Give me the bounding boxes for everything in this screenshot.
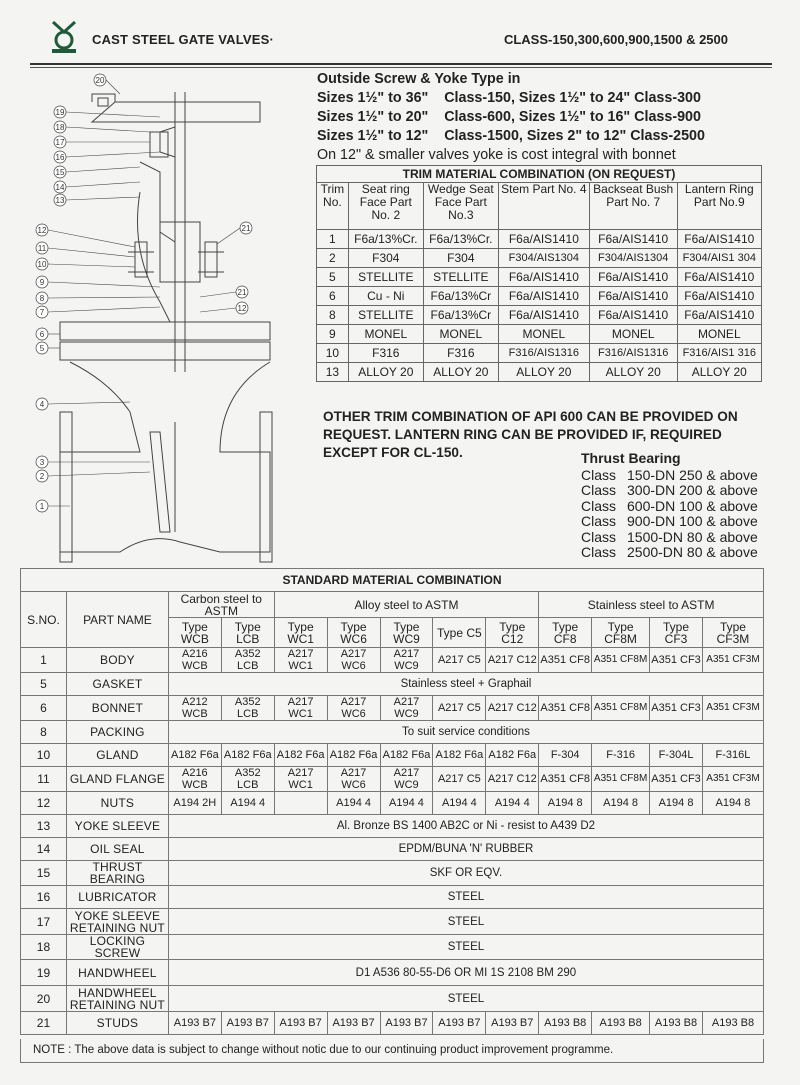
thrust-row [581,514,758,530]
trim-cell: ALLOY 20 [348,363,423,382]
row-material-span: STEEL [168,986,763,1012]
row-material-span: STEEL [168,909,763,935]
material-type-header: Type LCB [221,618,274,648]
trim-cell: 6 [317,287,349,306]
thrust-row [581,483,758,499]
row-part-name: STUDS [66,1012,168,1035]
row-sno: 8 [21,721,67,744]
row-material-cell: A351 CF3 [650,767,703,792]
row-material-cell: A217 WC6 [327,696,380,721]
row-material-cell: A352 LCB [221,767,274,792]
row-part-name: HANDWHEEL [66,960,168,986]
thrust-class-label: Class [581,466,617,483]
thrust-bearing-info [581,451,758,561]
row-sno: 5 [21,673,67,696]
trim-row [317,287,762,306]
material-row [21,935,764,960]
callout-19: 19 [55,108,65,117]
row-sno: 10 [21,744,67,767]
thrust-class-value: 300-DN 200 & above [627,482,758,498]
row-material-cell: F-304 [539,744,592,767]
row-material-cell: A194 4 [327,792,380,815]
trim-cell: F6a/AIS1410 [589,230,677,249]
thrust-row [581,530,758,546]
trim-cell: ALLOY 20 [498,363,589,382]
trim-row [317,325,762,344]
trim-cell: F6a/AIS1410 [589,268,677,287]
row-part-name: BODY [66,648,168,673]
material-type-header: Type CF3M [702,618,763,648]
thrust-row [581,545,758,561]
trim-cell: 8 [317,306,349,325]
row-material-span: Stainless steel + Graphail [168,673,763,696]
row-material-cell: A194 4 [486,792,539,815]
material-type-header: Type WCB [168,618,221,648]
footer-note: NOTE : The above data is subject to change without notic due to our continuing product improvement programme. [20,1039,764,1063]
material-row [21,673,764,696]
trim-cell: ALLOY 20 [423,363,498,382]
trim-header: Lantern Ring Part No.9 [677,183,761,230]
row-part-name: YOKE SLEEVE RETAINING NUT [66,909,168,935]
thrust-class-value: 1500-DN 80 & above [627,528,758,545]
trim-header: Backseat Bush Part No. 7 [589,183,677,230]
row-material-cell: A182 F6a [274,744,327,767]
material-row [21,792,764,815]
row-part-name: LUBRICATOR [66,886,168,909]
row-material-span: STEEL [168,886,763,909]
row-material-cell: A193 B7 [486,1012,539,1035]
trim-row [317,268,762,287]
row-part-name: YOKE SLEEVE [66,815,168,838]
callout-5: 5 [39,344,45,353]
thrust-row [581,499,758,515]
row-material-span: Al. Bronze BS 1400 AB2C or Ni - resist to A439 D2 [168,815,763,838]
trim-cell: MONEL [423,325,498,344]
row-sno: 11 [21,767,67,792]
row-part-name: BONNET [66,696,168,721]
row-material-cell: A351 CF3M [702,696,763,721]
trim-cell: 9 [317,325,349,344]
row-part-name: GASKET [66,673,168,696]
row-material-cell: A193 B8 [702,1012,763,1035]
row-sno: 1 [21,648,67,673]
row-material-cell: A194 8 [650,792,703,815]
trim-cell: F304 [423,249,498,268]
row-material-cell: A351 CF3M [702,767,763,792]
trim-cell: 13 [317,363,349,382]
thrust-class-label: Class [581,513,617,529]
row-material-cell: A217 WC9 [380,648,433,673]
trim-cell: F6a/13%Cr. [423,230,498,249]
trim-cell: F316/AIS1316 [498,344,589,363]
row-material-cell: A217 WC1 [274,648,327,673]
row-material-cell: A193 B7 [327,1012,380,1035]
group-header-carbon: Carbon steel to ASTM [168,592,274,618]
row-material-cell: A351 CF8M [592,648,650,673]
thrust-class-label: Class [581,497,617,514]
row-material-cell: A351 CF3 [650,648,703,673]
material-type-header: Type CF8 [539,618,592,648]
callout-15: 15 [55,168,65,177]
callout-21b: 21 [237,288,247,297]
row-material-cell: A352 LCB [221,696,274,721]
row-material-cell: A351 CF8 [539,696,592,721]
row-material-cell: A193 B7 [433,1012,486,1035]
row-material-cell: A193 B8 [650,1012,703,1035]
row-material-span: To suit service conditions [168,721,763,744]
trim-cell: 5 [317,268,349,287]
row-material-cell: A194 2H [168,792,221,815]
trim-cell: F304/AIS1 304 [677,249,761,268]
trim-cell: STELLITE [348,306,423,325]
row-sno: 13 [21,815,67,838]
trim-cell: F6a/AIS1410 [589,287,677,306]
callout-10: 10 [37,260,47,269]
row-sno: 20 [21,986,67,1012]
row-material-cell: A182 F6a [327,744,380,767]
intro-line: Sizes 1½" to 36" Class-150, Sizes 1½" to 24" Class-300 [317,90,701,106]
row-part-name: GLAND FLANGE [66,767,168,792]
material-type-header: Type C5 [433,618,486,648]
header-rule [30,63,772,65]
material-row [21,909,764,935]
trim-row [317,344,762,363]
row-sno: 6 [21,696,67,721]
row-material-cell: A217 WC6 [327,767,380,792]
trim-cell: 1 [317,230,349,249]
row-material-cell: A217 WC6 [327,648,380,673]
material-row [21,815,764,838]
thrust-row [581,468,758,484]
callout-8: 8 [39,294,45,303]
row-sno: 17 [21,909,67,935]
trim-cell: F316 [423,344,498,363]
trim-cell: F6a/13%Cr. [348,230,423,249]
trim-cell: F6a/AIS1410 [677,287,761,306]
group-header-alloy: Alloy steel to ASTM [274,592,539,618]
row-material-cell: A194 4 [380,792,433,815]
row-part-name: PACKING [66,721,168,744]
row-material-cell: A352 LCB [221,648,274,673]
row-material-cell: A193 B8 [539,1012,592,1035]
callout-6: 6 [39,330,45,339]
trim-cell: F6a/AIS1410 [677,230,761,249]
row-material-cell: A193 B7 [380,1012,433,1035]
trim-cell: F6a/AIS1410 [498,306,589,325]
callout-14: 14 [55,183,65,192]
material-type-header: Type WC9 [380,618,433,648]
trim-header: Wedge Seat Face Part No.3 [423,183,498,230]
row-material-span: EPDM/BUNA 'N' RUBBER [168,838,763,861]
material-row [21,648,764,673]
material-row [21,960,764,986]
sno-header: S.NO. [21,592,67,648]
row-material-cell: A217 WC9 [380,767,433,792]
standard-rows [21,648,764,1035]
callout-17: 17 [55,138,65,147]
row-material-cell: A216 WCB [168,648,221,673]
row-material-cell: A193 B7 [221,1012,274,1035]
row-material-cell: F-304L [650,744,703,767]
trim-header: Seat ring Face Part No. 2 [348,183,423,230]
row-sno: 16 [21,886,67,909]
trim-cell: ALLOY 20 [589,363,677,382]
row-material-cell: A212 WCB [168,696,221,721]
row-material-cell: F-316L [702,744,763,767]
row-sno: 19 [21,960,67,986]
thrust-class-label: Class [581,482,617,498]
material-type-header: Type C12 [486,618,539,648]
header-rule-thin [30,67,772,68]
trim-cell: F6a/AIS1410 [677,306,761,325]
row-material-cell: A351 CF8M [592,696,650,721]
trim-cell: F6a/AIS1410 [498,287,589,306]
material-row [21,838,764,861]
callout-7: 7 [39,308,45,317]
row-material-cell: A193 B7 [274,1012,327,1035]
trim-row [317,363,762,382]
page-header [0,0,800,62]
row-part-name: THRUST BEARING [66,861,168,886]
trim-cell: F316/AIS1 316 [677,344,761,363]
trim-cell: 10 [317,344,349,363]
thrust-class-value: 2500-DN 80 & above [627,544,758,560]
callout-20: 20 [95,76,105,85]
trim-cell: MONEL [677,325,761,344]
trim-row [317,249,762,268]
thrust-title: Thrust Bearing [581,450,681,466]
row-material-cell: A217 WC9 [380,696,433,721]
row-sno: 21 [21,1012,67,1035]
callout-4: 4 [39,400,45,409]
row-part-name: NUTS [66,792,168,815]
gate-valve-drawing [20,72,320,572]
material-row [21,986,764,1012]
trim-cell: F304/AIS1304 [498,249,589,268]
row-material-cell: A217 C12 [486,648,539,673]
company-logo-icon [50,20,78,54]
material-type-header: Type WC1 [274,618,327,648]
row-sno: 14 [21,838,67,861]
row-material-cell [274,792,327,815]
row-material-cell: A351 CF3M [702,648,763,673]
trim-cell: MONEL [589,325,677,344]
row-material-cell: A351 CF8 [539,767,592,792]
callout-2: 2 [39,472,45,481]
row-sno: 18 [21,935,67,960]
row-material-cell: A182 F6a [168,744,221,767]
thrust-class-value: 150-DN 250 & above [627,466,758,483]
row-material-cell: A351 CF8 [539,648,592,673]
callout-1: 1 [39,502,45,511]
trim-cell: F6a/13%Cr [423,306,498,325]
trim-cell: STELLITE [423,268,498,287]
trim-cell: ALLOY 20 [677,363,761,382]
thrust-class-value: 900-DN 100 & above [627,513,758,529]
intro-line: Outside Screw & Yoke Type in [317,71,521,87]
trim-row [317,306,762,325]
trim-cell: Cu - Ni [348,287,423,306]
standard-table-caption: STANDARD MATERIAL COMBINATION [21,569,764,592]
thrust-class-value: 600-DN 100 & above [627,497,758,514]
row-material-cell: A182 F6a [221,744,274,767]
part-name-header: PART NAME [66,592,168,648]
row-material-cell: A217 WC1 [274,696,327,721]
trim-cell: F316 [348,344,423,363]
material-type-header: Type CF8M [592,618,650,648]
row-material-cell: A217 C5 [433,696,486,721]
callout-13: 13 [55,196,65,205]
callout-11: 11 [37,244,47,253]
trim-cell: F6a/13%Cr [423,287,498,306]
trim-cell: F6a/AIS1410 [498,268,589,287]
trim-cell: STELLITE [348,268,423,287]
row-part-name: GLAND [66,744,168,767]
row-material-cell: A182 F6a [380,744,433,767]
row-material-cell: A182 F6a [486,744,539,767]
trim-header: Stem Part No. 4 [498,183,589,230]
row-material-cell: A194 8 [702,792,763,815]
callout-9: 9 [39,278,45,287]
row-material-cell: A194 8 [539,792,592,815]
material-row [21,1012,764,1035]
class-range: CLASS-150,300,600,900,1500 & 2500 [503,32,728,47]
row-material-cell: A193 B8 [592,1012,650,1035]
trim-cell: MONEL [498,325,589,344]
row-material-cell: A193 B7 [168,1012,221,1035]
trim-cell: F6a/AIS1410 [677,268,761,287]
callout-21: 21 [241,224,251,233]
row-material-cell: A194 4 [433,792,486,815]
row-material-cell: F-316 [592,744,650,767]
row-material-cell: A217 C12 [486,696,539,721]
material-row [21,861,764,886]
callout-18: 18 [55,123,65,132]
trim-rows [317,230,762,382]
trim-table-caption: TRIM MATERIAL COMBINATION (ON REQUEST) [317,166,762,183]
other-trim-note: OTHER TRIM COMBINATION OF API 600 CAN BE PROVIDED ON REQUEST. LANTERN RING CAN BE PROVIDED IF, REQUIRED EXCEPT FOR CL-150. [323,409,738,460]
row-sno: 12 [21,792,67,815]
row-material-cell: A194 4 [221,792,274,815]
intro-line: Sizes 1½" to 20" Class-600, Sizes 1½" to 16" Class-900 [317,109,701,125]
callout-3: 3 [39,458,45,467]
row-material-cell: A217 C12 [486,767,539,792]
group-header-stainless: Stainless steel to ASTM [539,592,764,618]
thrust-class-label: Class [581,528,617,545]
standard-material-table [20,568,764,1035]
row-part-name: LOCKING SCREW [66,935,168,960]
row-material-span: STEEL [168,935,763,960]
row-material-cell: A217 C5 [433,648,486,673]
row-sno: 15 [21,861,67,886]
row-material-cell: A217 C5 [433,767,486,792]
material-row [21,767,764,792]
thrust-class-label: Class [581,544,617,560]
callout-12b: 12 [237,304,247,313]
page-title: CAST STEEL GATE VALVES· [92,32,275,47]
row-material-span: SKF OR EQV. [168,861,763,886]
material-type-header: Type CF3 [650,618,703,648]
material-row [21,744,764,767]
material-row [21,886,764,909]
row-material-cell: A351 CF3 [650,696,703,721]
intro-line: Sizes 1½" to 12" Class-1500, Sizes 2" to 12" Class-2500 [317,128,705,144]
material-row [21,721,764,744]
row-material-cell: A216 WCB [168,767,221,792]
row-material-cell: A182 F6a [433,744,486,767]
row-material-cell: A194 8 [592,792,650,815]
row-part-name: OIL SEAL [66,838,168,861]
trim-cell: F304/AIS1304 [589,249,677,268]
callout-16: 16 [55,153,65,162]
trim-cell: F316/AIS1316 [589,344,677,363]
row-material-cell: A217 WC1 [274,767,327,792]
row-material-span: D1 A536 80-55-D6 OR MI 1S 2108 BM 290 [168,960,763,986]
trim-cell: MONEL [348,325,423,344]
material-type-header: Type WC6 [327,618,380,648]
intro-line: On 12" & smaller valves yoke is cost integral with bonnet [317,147,676,163]
row-material-cell: A351 CF8M [592,767,650,792]
size-description [317,70,787,165]
callout-12: 12 [37,226,47,235]
trim-row [317,230,762,249]
trim-cell: F304 [348,249,423,268]
material-row [21,696,764,721]
row-part-name: HANDWHEEL RETAINING NUT [66,986,168,1012]
trim-cell: F6a/AIS1410 [589,306,677,325]
trim-cell: 2 [317,249,349,268]
thrust-rows [581,468,758,561]
trim-cell: F6a/AIS1410 [498,230,589,249]
trim-material-table [316,165,762,382]
trim-header: Trim No. [317,183,349,230]
